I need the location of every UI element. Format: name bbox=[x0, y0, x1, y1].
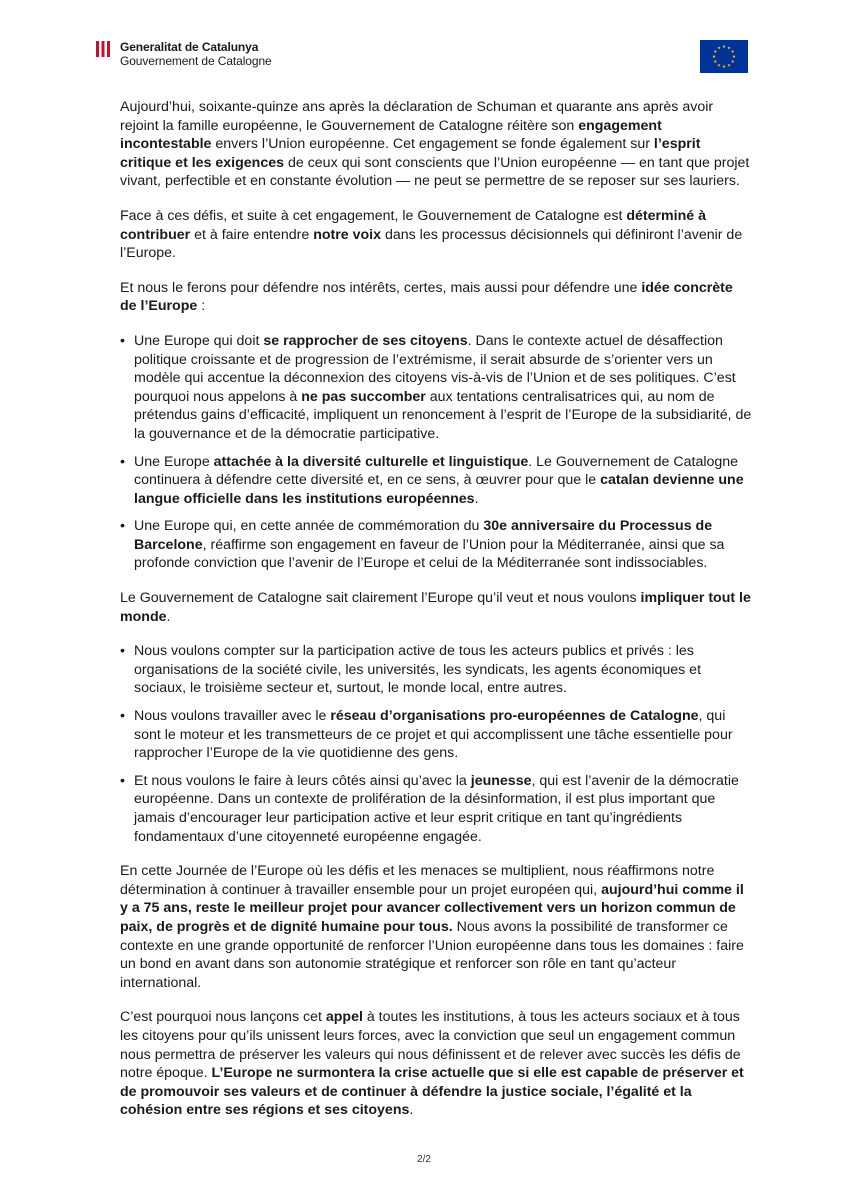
bold-text: impliquer tout le monde bbox=[120, 590, 751, 625]
text-run: : bbox=[197, 298, 206, 315]
text-run: de ceux qui sont conscients que l’Union européenne — en tant que projet vivant, perfectible et en constante évolution — ne peut se permettre de se reposer sur ses lauriers. bbox=[120, 154, 750, 190]
text-run: . Le Gouvernement de Catalogne continuera à défendre cette diversité et, en ce sens, à œuvrer pour que le bbox=[134, 453, 739, 489]
bold-text: jeunesse bbox=[470, 772, 532, 789]
list-item bbox=[120, 332, 752, 444]
bold-text: déterminé à contribuer bbox=[120, 207, 706, 243]
paragraph bbox=[120, 207, 752, 263]
bold-text: engagement incontestable bbox=[120, 117, 662, 153]
text-run: Face à ces défis, et suite à cet engagement, le Gouvernement de Catalogne est bbox=[120, 207, 627, 224]
list-item bbox=[120, 517, 752, 573]
bold-text: appel bbox=[325, 1009, 363, 1026]
text-run: Nous voulons travailler avec le bbox=[134, 708, 331, 725]
org-name: Generalitat de Catalunya bbox=[120, 40, 259, 54]
text-run: et à faire entendre bbox=[190, 226, 314, 243]
bold-text: L’Europe ne surmontera la crise actuelle que si elle est capable de préserver et de promouvoir ses valeurs et de continuer à défendre la justice sociale, l’égalité et la cohésion entre ses régions et ses citoyens bbox=[120, 1065, 744, 1119]
bold-text: se rapprocher de ses citoyens bbox=[263, 332, 468, 349]
page-number: 2/2 bbox=[417, 1154, 431, 1165]
bullet-list bbox=[120, 642, 752, 846]
text-run: , réaffirme son engagement en faveur de l’Union pour la Méditerranée, ainsi que sa profonde conviction que l’avenir de l’Europe et celui de la Méditerranée sont indissociables. bbox=[134, 536, 725, 572]
text-run: Une Europe qui, en cette année de commémoration du bbox=[134, 518, 484, 535]
eu-flag-icon bbox=[700, 40, 748, 73]
paragraph bbox=[120, 1008, 752, 1120]
bold-text: attachée à la diversité culturelle et linguistique bbox=[213, 453, 529, 470]
text-run: aux tentations centralisatrices qui, au nom de prétendus gains d’efficacité, impliquent un renoncement à l’esprit de l’Europe de la subsidiarité, de la gouvernance et de la démocratie participative. bbox=[134, 388, 752, 442]
document-body bbox=[120, 98, 752, 1136]
bullet-list bbox=[120, 332, 752, 573]
text-run: Et nous voulons le faire à leurs côtés ainsi qu’avec la bbox=[134, 772, 471, 789]
bold-text: aujourd’hui comme il y a 75 ans, reste le meilleur projet pour avancer collectivement vers un horizon commun de paix, de progrès et de dignité humaine pour tous. bbox=[120, 881, 744, 935]
text-run: Nous voulons compter sur la participation active de tous les acteurs publics et privés : les organisations de la société civile, les universités, les syndicats, les agents économiques et sociaux, le troisième secteur et, surtout, le monde local, entre autres. bbox=[134, 643, 702, 697]
text-run: . Dans le contexte actuel de désaffection politique croissante et de progression de l’extrémisme, il serait absurde de s’orienter vers un modèle qui accentue la déconnexion des citoyens vis-à-vis de l’Union et de ses politiques. C’est pourquoi nous appelons à bbox=[134, 332, 736, 405]
text-run: , qui sont le moteur et les transmetteurs de ce projet et qui accomplissent une tâche essentielle pour rapprocher l’Europe de la vie quotidienne des gens. bbox=[134, 708, 733, 762]
text-run: envers l’Union européenne. Cet engagement se fonde également sur bbox=[211, 136, 654, 153]
paragraph bbox=[120, 98, 752, 191]
text-run: Aujourd’hui, soixante-quinze ans après la déclaration de Schuman et quarante ans après avoir rejoint la famille européenne, le Gouvernement de Catalogne réitère son bbox=[120, 99, 714, 134]
paragraph bbox=[120, 279, 752, 316]
text-run: , qui est l’avenir de la démocratie européenne. Dans un contexte de prolifération de la désinformation, il est plus important que jamais d’encourager leur participation active et leur esprit critique en tant qu’ingrédients fondamentaux d’une citoyenneté européenne engagée. bbox=[134, 772, 739, 845]
list-item bbox=[120, 707, 752, 763]
list-item bbox=[120, 772, 752, 846]
text-run: à toutes les institutions, à tous les acteurs sociaux et à tous les citoyens pour qu’ils unissent leurs forces, avec la conviction que seul un engagement commun nous permettra de préserver les valeurs qui nous définissent et de relever avec succès les défis de notre époque. bbox=[120, 1009, 741, 1082]
text-run: En cette Journée de l’Europe où les défis et les menaces se multiplient, nous réaffirmons notre détermination à continuer à travailler ensemble pour un projet européen qui, bbox=[120, 863, 715, 898]
bold-text: idée concrète de l’Europe bbox=[120, 279, 733, 315]
text-run: dans les processus décisionnels qui définiront l’avenir de l’Europe. bbox=[120, 226, 743, 262]
text-run: . bbox=[166, 608, 171, 625]
bold-text: 30e anniversaire du Processus de Barcelone bbox=[134, 518, 713, 553]
text-run: Une Europe bbox=[134, 453, 214, 470]
bold-text: notre voix bbox=[313, 226, 382, 243]
generalitat-logo-icon bbox=[94, 40, 112, 58]
text-run: . bbox=[474, 490, 479, 507]
text-run: Nous avons la possibilité de transformer ce contexte en une grande opportunité de renforcer l’Union européenne dans tous les domaines : faire un bond en avant dans son autonomie stratégique et renforcer son rôle en tant qu’acteur international. bbox=[120, 918, 744, 991]
bold-text: ne pas succomber bbox=[301, 388, 426, 405]
text-run: Le Gouvernement de Catalogne sait clairement l’Europe qu’il veut et nous voulons bbox=[120, 590, 641, 607]
paragraph bbox=[120, 862, 752, 992]
text-run: C’est pourquoi nous lançons cet bbox=[120, 1009, 326, 1026]
paragraph bbox=[120, 589, 752, 626]
bold-text: réseau d’organisations pro-européennes de Catalogne bbox=[330, 708, 699, 725]
document-header bbox=[120, 40, 748, 74]
text-run: . bbox=[409, 1102, 414, 1119]
list-item bbox=[120, 642, 752, 698]
org-subtitle: Gouvernement de Catalogne bbox=[120, 54, 272, 68]
bold-text: l’esprit critique et les exigences bbox=[120, 136, 701, 171]
bold-text: catalan devienne une langue officielle dans les institutions européennes bbox=[134, 472, 744, 507]
list-item bbox=[120, 453, 752, 509]
text-run: Une Europe qui doit bbox=[134, 332, 264, 349]
text-run: Et nous le ferons pour défendre nos intérêts, certes, mais aussi pour défendre une bbox=[120, 279, 642, 296]
